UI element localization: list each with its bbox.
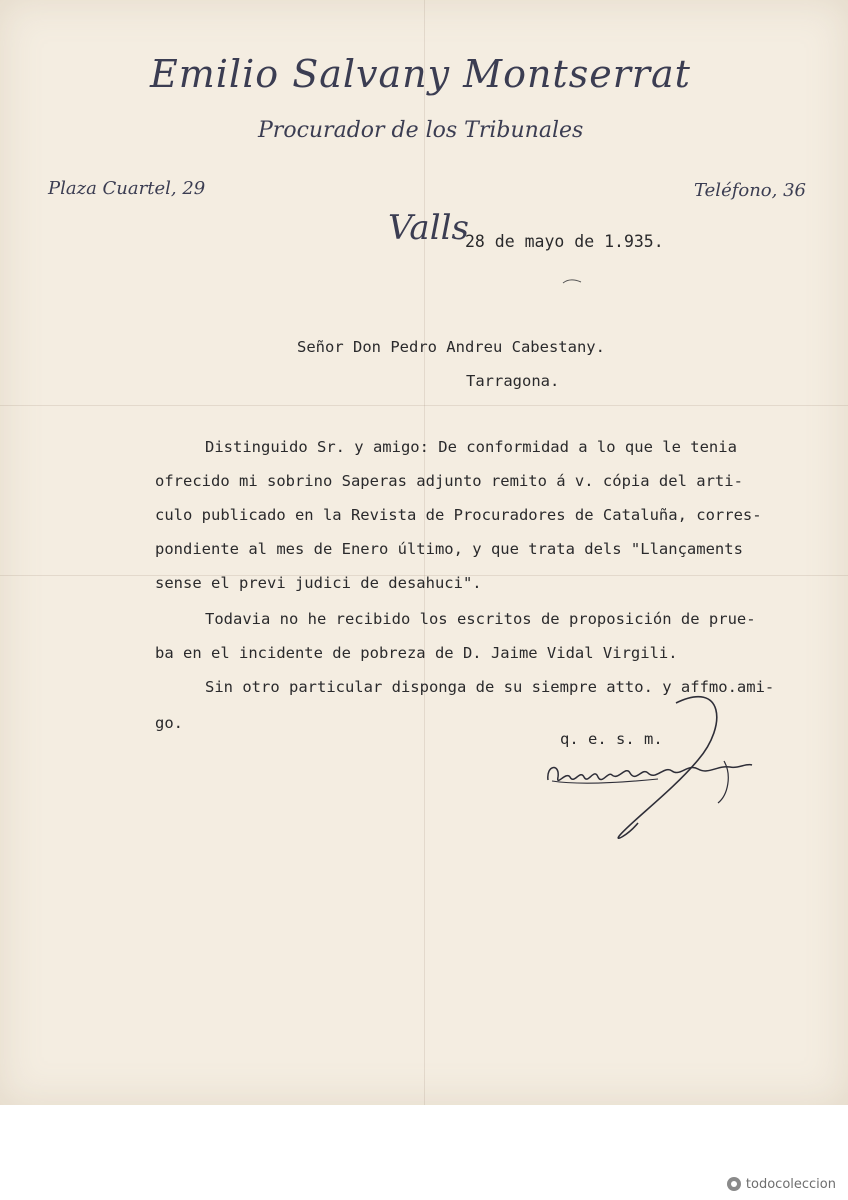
ink-mark: [562, 278, 582, 286]
body-line: Sin otro particular disponga de su siempre atto. y affmo.ami-: [205, 678, 775, 696]
body-line: culo publicado en la Revista de Procuradores de Cataluña, corres-: [155, 506, 762, 524]
watermark-logo-icon: [726, 1176, 742, 1192]
body-line: go.: [155, 714, 183, 732]
signature: [538, 685, 788, 855]
watermark: [726, 1176, 836, 1192]
date-text: 28 de mayo de 1.935.: [465, 232, 664, 251]
footer-area: [0, 1105, 848, 1200]
letterhead-title: Procurador de los Tribunales: [258, 118, 584, 143]
letterhead-phone: Teléfono, 36: [694, 180, 806, 201]
closing-text: q. e. s. m.: [560, 730, 663, 748]
watermark-text: todocoleccion: [745, 1176, 836, 1192]
body-line: pondiente al mes de Enero último, y que trata dels "Llançaments: [155, 540, 743, 558]
letterhead-address: Plaza Cuartel, 29: [48, 178, 206, 199]
date-city: Valls: [388, 208, 469, 248]
body-line: ba en el incidente de pobreza de D. Jaime Vidal Virgili.: [155, 644, 678, 662]
body-line: Distinguido Sr. y amigo: De conformidad a lo que le tenia: [205, 438, 737, 456]
body-line: sense el previ judici de desahuci".: [155, 574, 482, 592]
recipient-city: Tarragona.: [466, 372, 560, 390]
body-line: ofrecido mi sobrino Saperas adjunto remito á v. cópia del arti-: [155, 472, 743, 490]
recipient-name: Señor Don Pedro Andreu Cabestany.: [297, 338, 605, 356]
body-line: Todavia no he recibido los escritos de proposición de prue-: [205, 610, 756, 628]
letterhead-name: Emilio Salvany Montserrat: [150, 52, 691, 96]
